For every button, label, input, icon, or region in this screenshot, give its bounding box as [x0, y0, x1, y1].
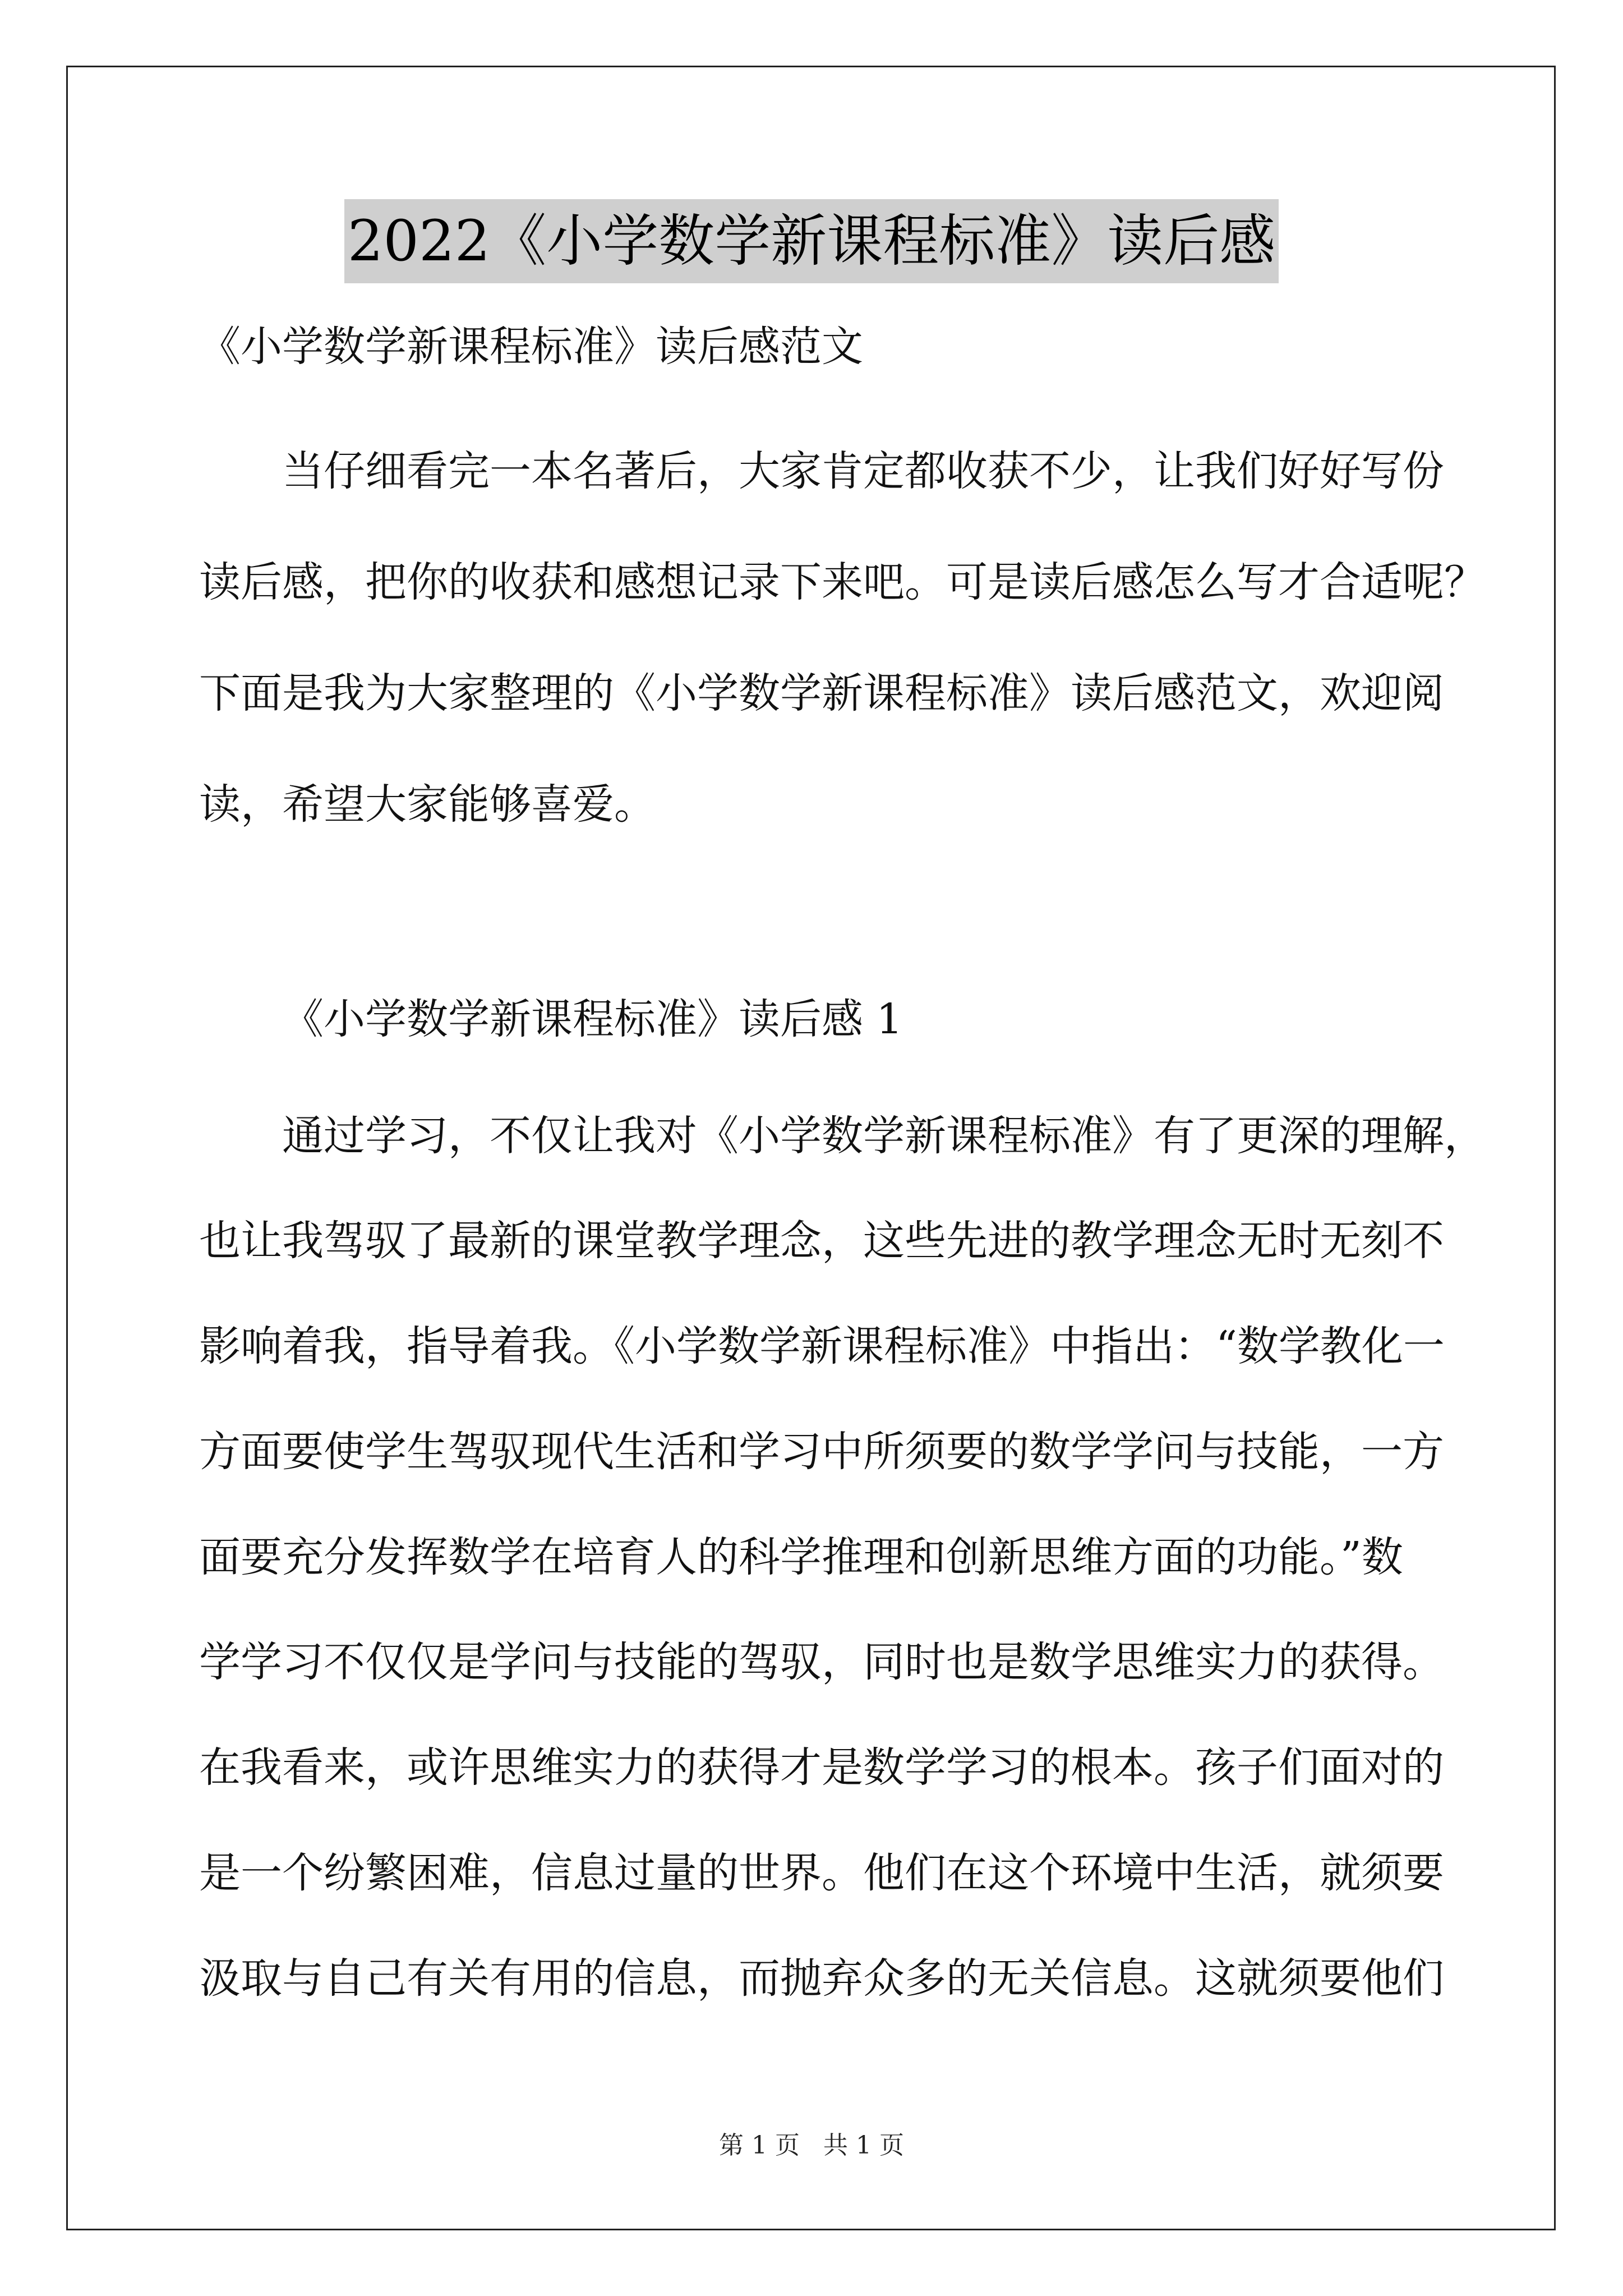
body-line: 面要充分发挥数学在培育人的科学推理和创新思维方面的功能。”数: [199, 1533, 1403, 1581]
body-line: 也让我驾驭了最新的课堂教学理念，这些先进的教学理念无时无刻不: [199, 1217, 1444, 1265]
body-line: 通过学习，不仅让我对《小学数学新课程标准》有了更深的理解，: [282, 1112, 1486, 1160]
body-line: 在我看来，或许思维实力的获得才是数学学习的根本。孩子们面对的: [199, 1743, 1444, 1792]
intro-line: 下面是我为大家整理的《小学数学新课程标准》读后感范文，欢迎阅: [199, 669, 1444, 717]
intro-line: 读，希望大家能够喜爱。: [199, 780, 656, 829]
section-heading: 《小学数学新课程标准》读后感 1: [282, 995, 903, 1043]
document-title: 2022《小学数学新课程标准》读后感: [344, 199, 1279, 283]
body-line: 学学习不仅仅是学问与技能的驾驭，同时也是数学思维实力的获得。: [199, 1638, 1444, 1686]
body-line: 汲取与自己有关有用的信息，而抛弃众多的无关信息。这就须要他们: [199, 1954, 1444, 2003]
body-line: 方面要使学生驾驭现代生活和学习中所须要的数学学问与技能，一方: [199, 1428, 1444, 1476]
title-container: [0, 199, 1623, 283]
intro-line: 当仔细看完一本名著后，大家肯定都收获不少，让我们好好写份: [282, 447, 1444, 495]
body-line: 影响着我，指导着我。《小学数学新课程标准》中指出：“数学教化一: [199, 1322, 1445, 1370]
body-line: 是一个纷繁困难，信息过量的世界。他们在这个环境中生活，就须要: [199, 1849, 1444, 1897]
document-subtitle: 《小学数学新课程标准》读后感范文: [199, 323, 863, 371]
intro-line: 读后感，把你的收获和感想记录下来吧。可是读后感怎么写才合适呢？: [199, 558, 1486, 606]
page-footer: 第 1 页 共 1 页: [719, 2131, 904, 2160]
